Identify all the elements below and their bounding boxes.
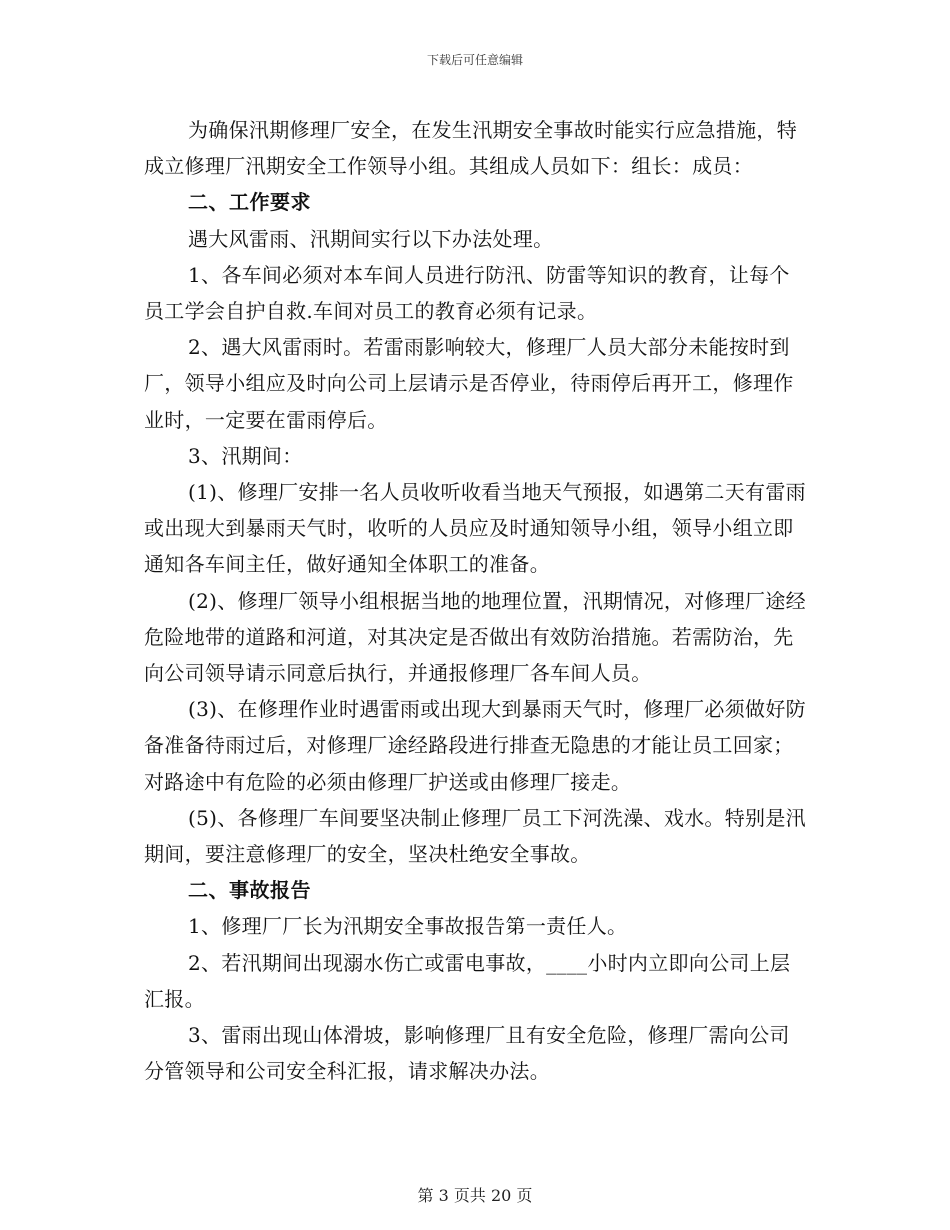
paragraph-report-1: 1、修理厂厂长为汛期安全事故报告第一责任人。 bbox=[188, 914, 628, 939]
paragraph-report-3: 3、雷雨出现山体滑坡，影响修理厂且有安全危险，修理厂需向公司分管领导和公司安全科汇报，请求解决办法。 bbox=[144, 1023, 790, 1084]
paragraph-item-3: 3、汛期间： bbox=[188, 443, 303, 468]
paragraph-handling-measures: 遇大风雷雨、汛期间实行以下办法处理。 bbox=[188, 226, 554, 251]
section-heading-accident-report: 二、事故报告 bbox=[188, 878, 311, 903]
section-heading-work-requirements: 二、工作要求 bbox=[188, 190, 311, 215]
paragraph-subitem-3: (3)、在修理作业时遇雷雨或出现大到暴雨天气时，修理厂必须做好防备准备待雨过后，对修理厂途经路段进行排查无隐患的才能让员工回家；对路途中有危险的必须由修理厂护送或由修理厂接走。 bbox=[144, 697, 806, 794]
paragraph-intro: 为确保汛期修理厂安全，在发生汛期安全事故时能实行应急措施，特成立修理厂汛期安全工作领导小组。其组成人员如下：组长：成员： bbox=[144, 118, 797, 179]
page-header-note: 下载后可任意编辑 bbox=[426, 53, 523, 67]
paragraph-item-1: 1、各车间必须对本车间人员进行防汛、防雷等知识的教育，让每个员工学会自护自救.车间对员工的教育必须有记录。 bbox=[144, 262, 790, 324]
paragraph-report-2: 2、若汛期间出现溺水伤亡或雷电事故，____小时内立即向公司上层汇报。 bbox=[144, 950, 791, 1011]
paragraph-subitem-2: (2)、修理厂领导小组根据当地的地理位置，汛期情况，对修理厂途经危险地带的道路和河道，对其决定是否做出有效防治措施。若需防治，先向公司领导请示同意后执行，并通报修理厂各车间人员。 bbox=[144, 588, 806, 686]
paragraph-subitem-5: (5)、各修理厂车间要坚决制止修理厂员工下河洗澡、戏水。特别是汛期间，要注意修理厂的安全，坚决杜绝安全事故。 bbox=[144, 805, 806, 867]
page-number-footer: 第 3 页共 20 页 bbox=[417, 1186, 533, 1205]
document-body bbox=[144, 112, 810, 1089]
paragraph-subitem-1: (1)、修理厂安排一名人员收听收看当地天气预报，如遇第二天有雷雨或出现大到暴雨天气时，收听的人员应及时通知领导小组，领导小组立即通知各车间主任，做好通知全体职工的准备。 bbox=[144, 480, 806, 577]
paragraph-item-2: 2、遇大风雷雨时。若雷雨影响较大，修理厂人员大部分未能按时到厂，领导小组应及时向公司上层请示是否停业，待雨停后再开工，修理作业时，一定要在雷雨停后。 bbox=[144, 335, 794, 432]
